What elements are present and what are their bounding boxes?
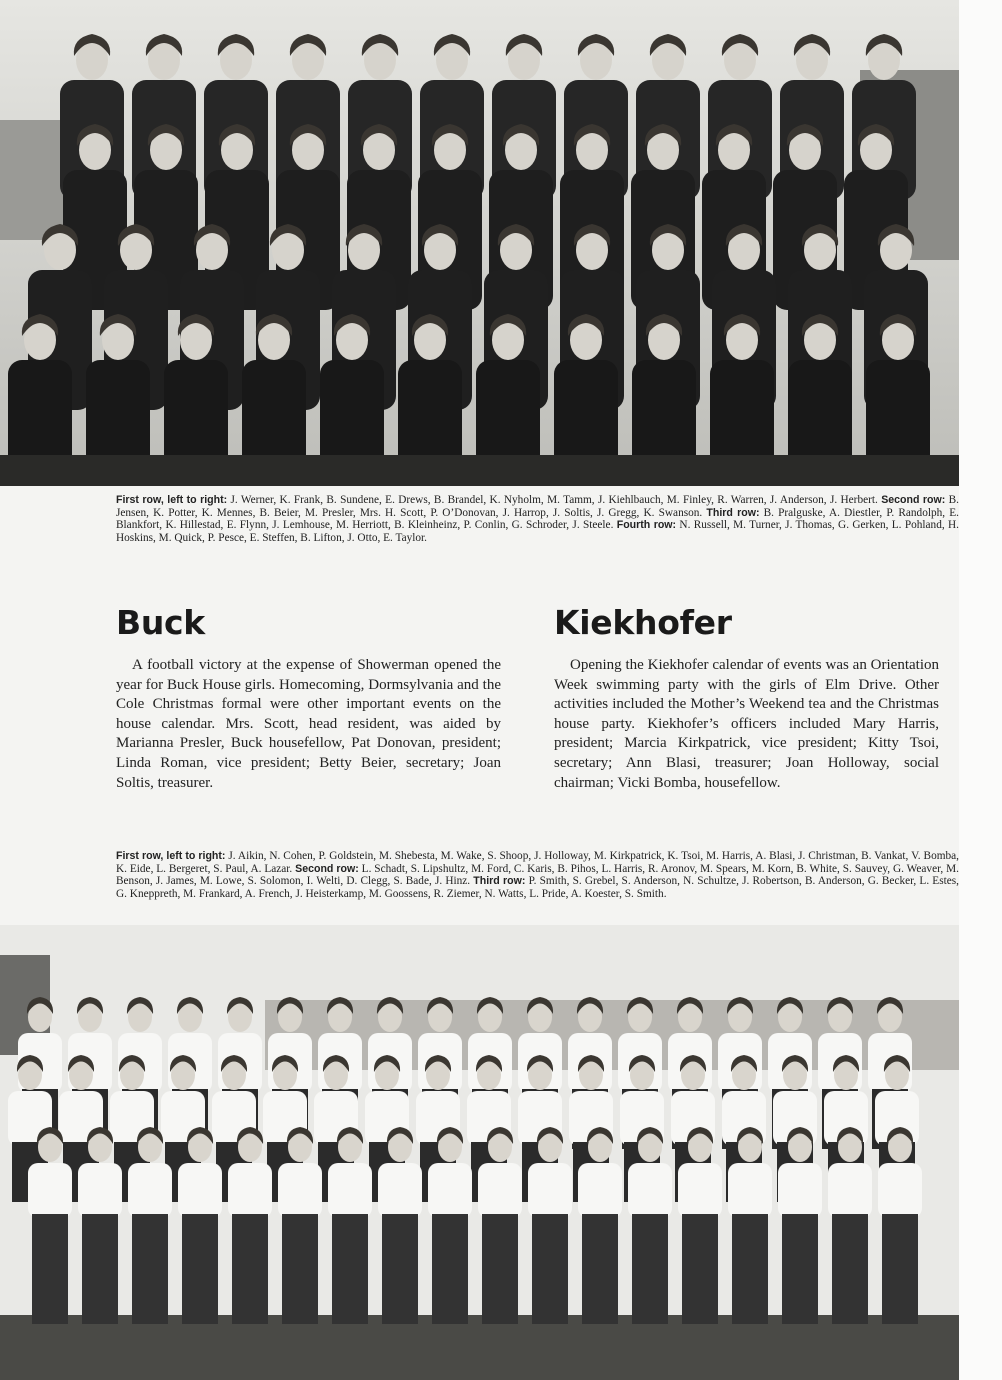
caption-row-names: N. Russell, M. Turner, J. Thomas, G. Gerken, L. Pohland, H. Hoskins, M. Quick, P. Pesce, E. Steffen, B. Lifton, J. Otto, E. Taylor.	[116, 519, 959, 544]
caption-row-lead: Fourth row:	[616, 519, 677, 532]
person-blouse	[378, 1163, 422, 1218]
person-blouse	[728, 1163, 772, 1218]
person-blouse	[328, 1163, 372, 1218]
person-skirt	[632, 1214, 668, 1324]
person-blouse	[278, 1163, 322, 1218]
person-skirt	[682, 1214, 718, 1324]
caption-row-names: J. Aikin, N. Cohen, P. Goldstein, M. Shebesta, M. Wake, S. Shoop, J. Holloway, M. Kirkpatrick, K. Tsoi, M. Harris, A. Blasi, J. Christman, B. Vankat, V. Bomba, K. Eide, L. Bergeret, S. Paul, A. Lazar.	[116, 850, 959, 875]
buck-heading: Buck	[116, 603, 205, 642]
kiekhofer-article: Opening the Kiekhofer calendar of events was an Orientation Week swimming party with the girls of Elm Drive. Other activities included the Mother’s Weekend tea and the Christmas house party. Kiekhofer’s officers included Mary Harris, president; Marcia Kirkpatrick, vice president; Kitty Tsoi, secretary; Ann Blasi, treasurer; Joan Holloway, social chairman; Vicki Bomba, housefellow.	[554, 657, 939, 791]
caption-row-names: P. Smith, S. Grebel, S. Anderson, N. Schultze, J. Robertson, B. Anderson, G. Becker, L. Estes, G. Kneppreth, M. Frankard, A. French, J. Heisterkamp, M. Goossens, R. Ziemer, N. Watts, L. Pride, A. Koester, S. Smith.	[116, 875, 959, 900]
caption-row-names: B. Jensen, K. Potter, K. Mennes, B. Beier, M. Presler, Mrs. H. Scott, P. O’Donovan, J. Harrop, J. Soltis, J. Gregg, K. Swanson.	[116, 494, 959, 519]
person-blouse	[878, 1163, 922, 1218]
person-blouse	[528, 1163, 572, 1218]
caption-row-names: J. Werner, K. Frank, B. Sundene, E. Drews, B. Brandel, K. Nyholm, M. Tamm, J. Kiehlbauch, M. Finley, R. Warren, J. Anderson, J. Herbert.	[227, 494, 882, 506]
lawn	[0, 1315, 959, 1380]
person-skirt	[32, 1214, 68, 1324]
buck-photo-caption	[116, 494, 959, 544]
person-skirt	[382, 1214, 418, 1324]
person-blouse	[828, 1163, 872, 1218]
caption-row-lead: Third row:	[473, 875, 526, 888]
kiekhofer-group-photo-image	[0, 925, 959, 1380]
person-skirt	[482, 1214, 518, 1324]
person-blouse	[228, 1163, 272, 1218]
person-skirt	[182, 1214, 218, 1324]
person-skirt	[232, 1214, 268, 1324]
person-blouse	[678, 1163, 722, 1218]
caption-row-lead: First row, left to right:	[116, 494, 228, 506]
photo-ground	[0, 455, 959, 486]
person-skirt	[82, 1214, 118, 1324]
caption-row-names: B. Pralguske, A. Diestler, P. Randolph, E. Blankfort, K. Hillestad, E. Flynn, J. Lemhouse, M. Herriott, B. Kleinheinz, P. Conlin, G. Schroder, J. Steele.	[116, 506, 959, 532]
person-blouse	[128, 1163, 172, 1218]
caption-row-lead: First row, left to right:	[116, 850, 226, 862]
person-skirt	[832, 1214, 868, 1324]
person-blouse	[178, 1163, 222, 1218]
person-blouse	[778, 1163, 822, 1218]
kiekhofer-photo-caption	[116, 850, 959, 900]
buck-article: A football victory at the expense of Showerman opened the year for Buck House girls. Homecoming, Dormsylvania and the Cole Christmas formal were other important events on the house calendar. Mrs. Scott, head resident, was aided by Marianna Presler, Buck housefellow, Pat Donovan, president; Linda Roman, vice president; Betty Beier, secretary; Joan Soltis, treasurer.	[116, 657, 501, 791]
person-skirt	[732, 1214, 768, 1324]
person-skirt	[532, 1214, 568, 1324]
person-blouse	[428, 1163, 472, 1218]
person-blouse	[28, 1163, 72, 1218]
caption-row-names: L. Schadt, S. Lipshultz, M. Ford, C. Karis, B. Pihos, L. Harris, R. Aronov, M. Spears, M. Korn, B. White, S. Sauvey, G. Weaver, M. Benson, J. James, M. Lowe, S. Solomon, I. Welti, D. Clegg, S. Bade, J. Hinz.	[116, 862, 959, 888]
caption-row-lead: Third row:	[706, 506, 760, 519]
person-skirt	[782, 1214, 818, 1324]
person-blouse	[628, 1163, 672, 1218]
person-blouse	[478, 1163, 522, 1218]
caption-row-lead: Second row:	[295, 862, 359, 875]
kiekhofer-heading: Kiekhofer	[554, 603, 732, 642]
kiekhofer-group-photo	[0, 925, 959, 1380]
person-skirt	[282, 1214, 318, 1324]
person-skirt	[132, 1214, 168, 1324]
caption-row-lead: Second row:	[881, 494, 946, 506]
person-skirt	[582, 1214, 618, 1324]
buck-group-photo-image	[0, 0, 959, 486]
person-blouse	[578, 1163, 622, 1218]
person-skirt	[882, 1214, 918, 1324]
person-skirt	[432, 1214, 468, 1324]
person-blouse	[78, 1163, 122, 1218]
page-margin	[959, 0, 1002, 1380]
person-skirt	[332, 1214, 368, 1324]
buck-group-photo	[0, 0, 959, 486]
